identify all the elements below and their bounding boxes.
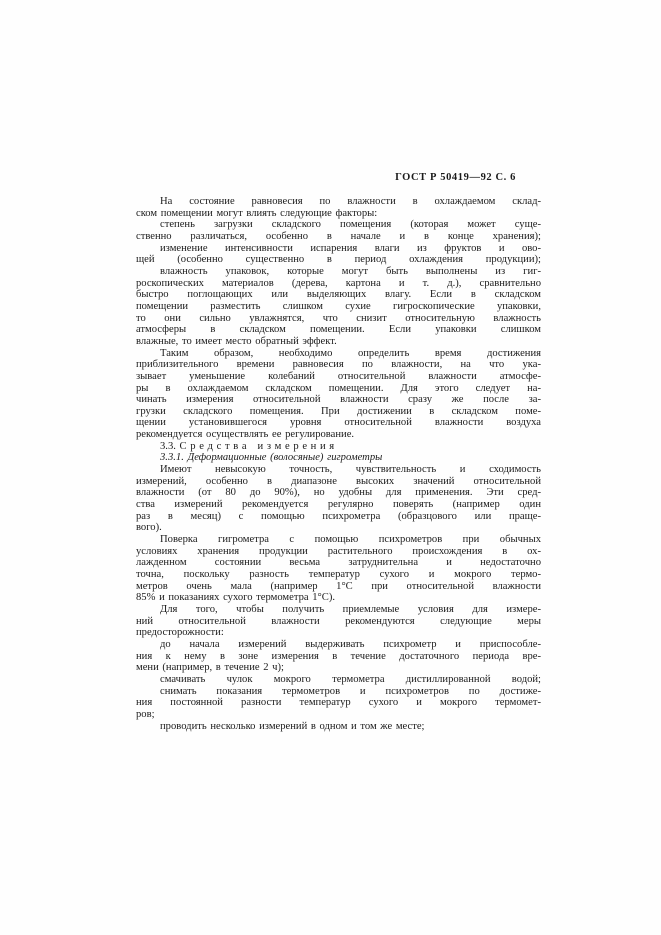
paragraph <box>136 674 541 686</box>
paragraph <box>136 266 541 348</box>
text-line: мени (например, в течение 2 ч); <box>136 662 284 674</box>
text-line: Таким образом, необходимо определить время достижения <box>160 347 541 359</box>
text-line: Поверка гигрометра с помощью психрометров при обычных <box>160 534 541 546</box>
paragraph <box>136 219 541 242</box>
text-line: щении установившегося уровня относительной влажности воздуха <box>136 417 541 429</box>
paragraph <box>136 196 541 219</box>
text-line: ры в охлаждаемом складском помещении. Для этого следует на- <box>136 382 541 394</box>
text-line: раз в месяц) с помощью психрометра (образцового или праще- <box>136 510 541 522</box>
paragraph <box>136 348 541 441</box>
text-line: Для того, чтобы получить приемлемые условия для измере- <box>160 603 541 615</box>
text-line: вого). <box>136 522 162 534</box>
text-line: точна, поскольку разность температур сухого и мокрого термо- <box>136 569 541 580</box>
text-line: ственно различаться, особенно в начале и в конце хранения); <box>136 230 541 242</box>
text-line: проводить несколько измерений в одном и том же месте; <box>160 720 425 732</box>
text-line: смачивать чулок мокрого термометра дистиллированной водой; <box>160 673 541 685</box>
text-line: влажность упаковок, которые могут быть выполнены из гиг- <box>160 265 541 277</box>
paragraph <box>136 639 541 674</box>
text-line: 3.3. С р е д с т в а и з м е р е н и я <box>160 440 335 452</box>
text-line: ния к нему в зоне измерения в течение достаточного периода вре- <box>136 650 541 662</box>
text-line: 3.3.1. Деформационные (волосяные) гигрометры <box>160 452 383 464</box>
text-line: рекомендуется осуществлять ее регулирование. <box>136 429 355 441</box>
document-text <box>136 196 541 732</box>
text-line: приблизительного времени равновесия по влажности, на что ука- <box>136 359 541 371</box>
text-line: условиях хранения продукции растительного происхождения в ох- <box>136 545 541 557</box>
paragraph <box>136 721 541 733</box>
text-line: то они сильно увлажнятся, что снизит относительную влажность <box>136 312 541 324</box>
text-line: быстро поглощающих или выделяющих влагу. Если в складском <box>136 289 541 301</box>
text-line: ства измерений рекомендуется регулярно поверять (например один <box>136 499 541 511</box>
paragraph <box>136 452 541 464</box>
text-line: 85% и показаниях сухого термометра 1°С). <box>136 592 336 604</box>
text-line: ния постоянной разности температур сухого и мокрого термомет- <box>136 697 541 709</box>
text-line: влажности (от 80 до 90%), но удобны для применения. Эти сред- <box>136 487 541 499</box>
page-header: ГОСТ Р 50419—92 С. 6 <box>395 172 516 183</box>
paragraph <box>136 441 541 453</box>
text-line: На состояние равновесия по влажности в охлаждаемом склад- <box>160 196 541 207</box>
text-line: измерений, особенно в диапазоне высоких значений относительной <box>136 475 541 487</box>
text-line: атмосферы в складском помещении. Если упаковки слишком <box>136 324 541 336</box>
text-line: грузки складского помещения. При достижении в складском поме- <box>136 405 541 417</box>
text-line: снимать показания термометров и психрометров по достиже- <box>160 685 541 697</box>
text-line: чинать измерения относительной влажности сразу же после за- <box>136 394 541 406</box>
text-line: предосторожности: <box>136 627 224 639</box>
text-line: ров; <box>136 708 155 720</box>
text-line: влажные, то имеет место обратный эффект. <box>136 335 337 347</box>
text-line: до начала измерений выдерживать психрометр и приспособле- <box>160 638 541 650</box>
text-line: изменение интенсивности испарения влаги из фруктов и ово- <box>160 242 541 254</box>
text-line: роскопических материалов (дерева, картона и т. д.), сравнительно <box>136 277 541 289</box>
text-line: метров очень мала (например 1°С при относительной влажности <box>136 580 541 592</box>
text-line: степень загрузки складского помещения (которая может суще- <box>160 219 541 231</box>
text-line: ний относительной влажности рекомендуются следующие меры <box>136 615 541 627</box>
paragraph <box>136 243 541 266</box>
paragraph <box>136 464 541 534</box>
text-line: ском помещении могут влиять следующие факторы: <box>136 207 378 219</box>
text-line: Имеют невысокую точность, чувствительность и сходимость <box>160 464 541 476</box>
text-line: зывает уменьшение колебаний относительной влажности атмосфе- <box>136 370 541 382</box>
paragraph <box>136 534 541 604</box>
text-line: лажденном состоянии весьма затруднительна и недостаточно <box>136 557 541 569</box>
paragraph <box>136 686 541 721</box>
text-line: щей (особенно существенно в период охлаждения продукции); <box>136 254 541 266</box>
paragraph <box>136 604 541 639</box>
text-line: помещении разместить слишком сухие гигроскопические упаковки, <box>136 300 541 312</box>
